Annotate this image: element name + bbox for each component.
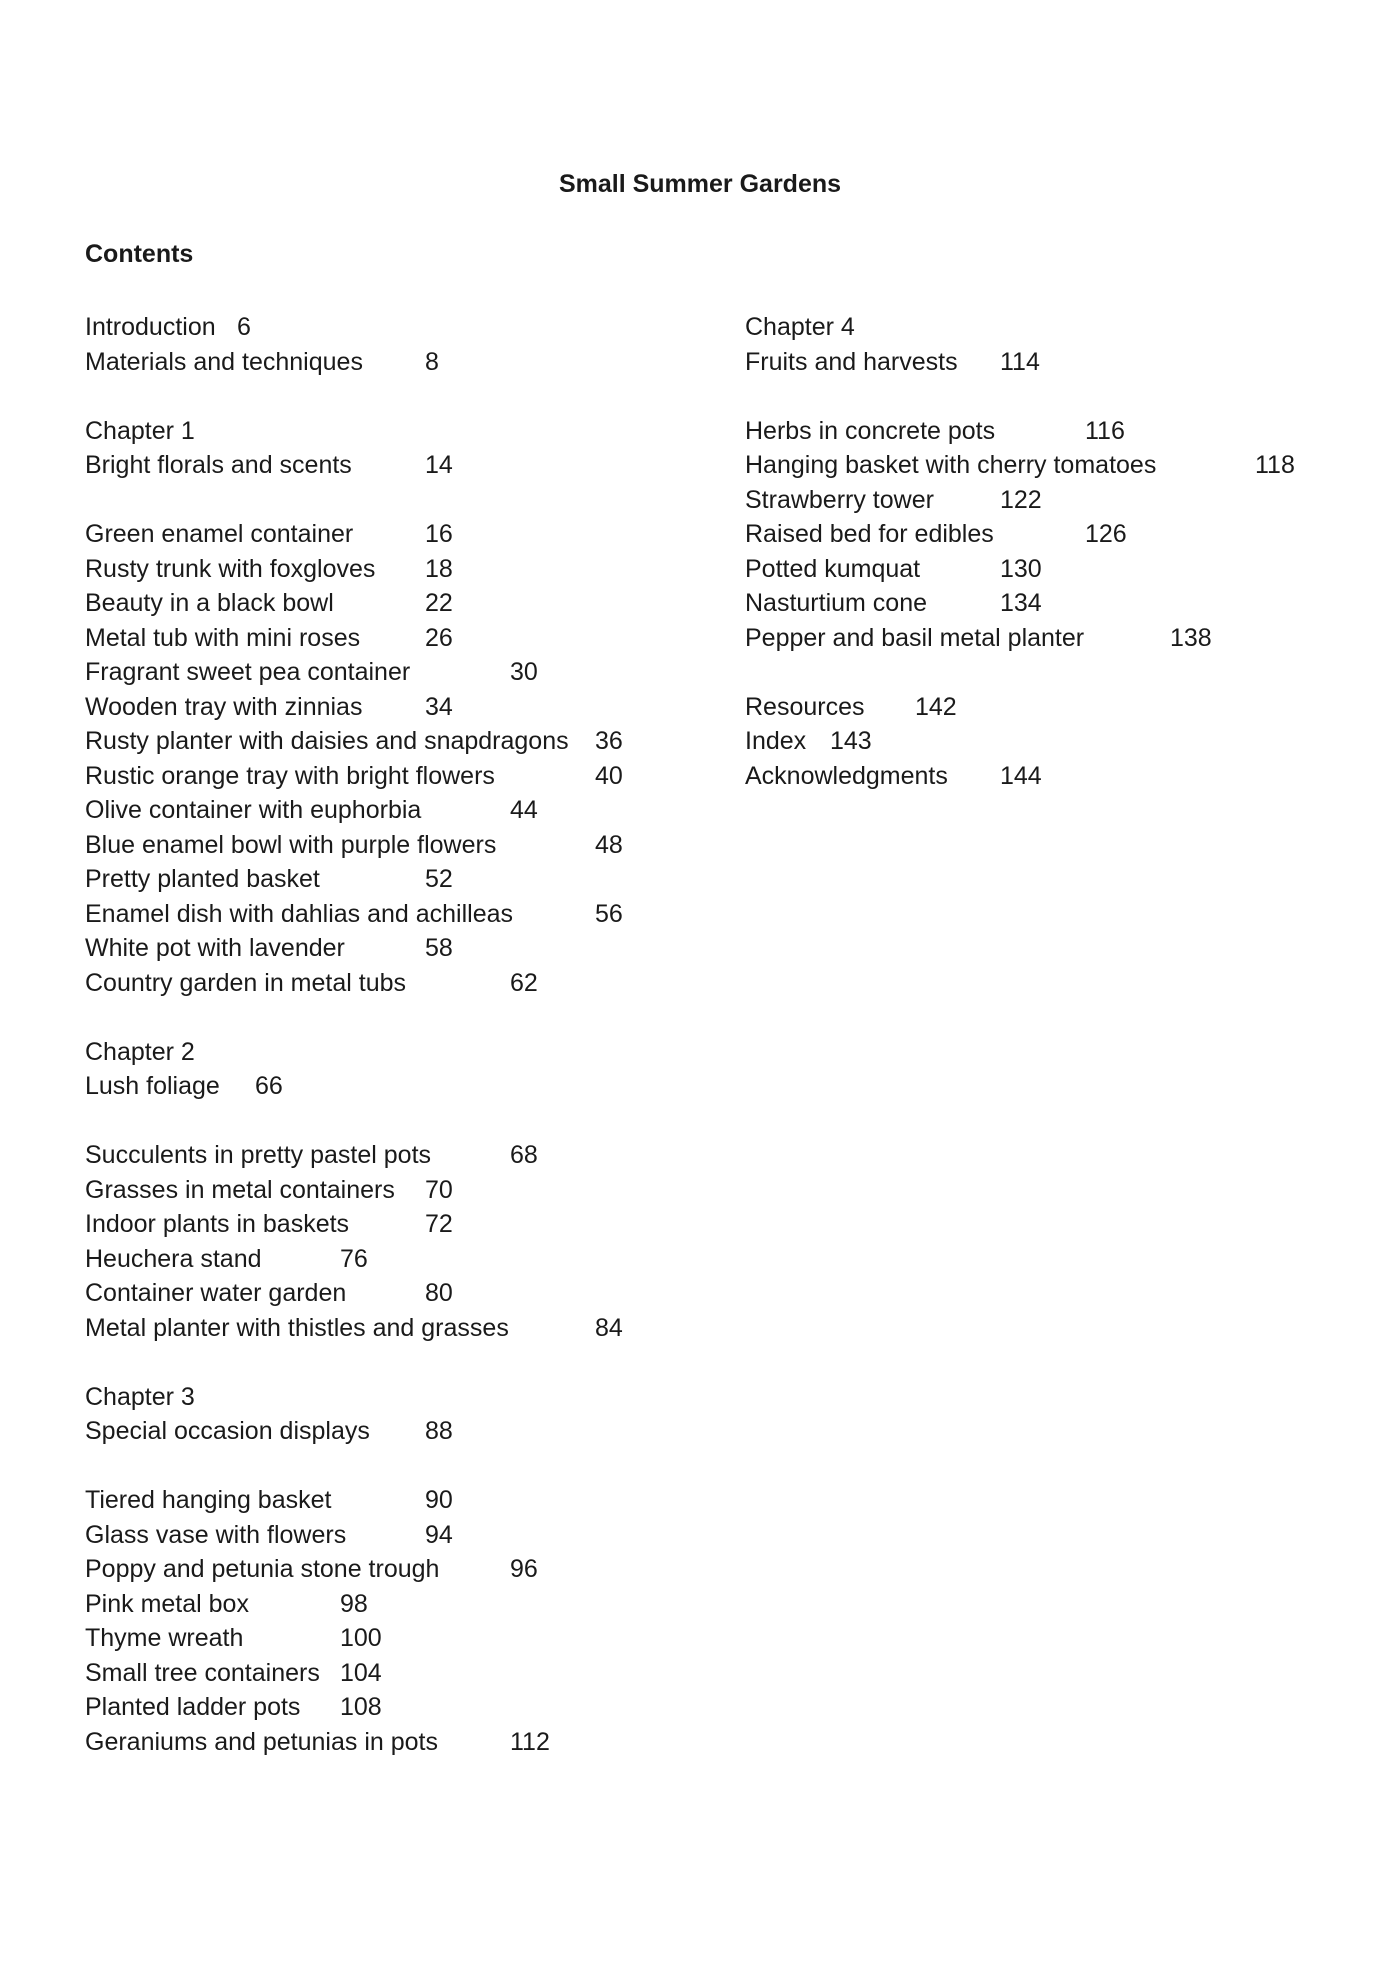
toc-entry <box>85 1552 705 1587</box>
toc-entry-label: Special occasion displays <box>85 1417 370 1445</box>
toc-entry-label: Rusty trunk with foxgloves <box>85 554 376 583</box>
toc-entry-page: 6 <box>237 313 251 341</box>
toc-entry <box>85 1242 705 1277</box>
toc-entry <box>85 1207 705 1242</box>
toc-entry-page: 56 <box>595 899 623 928</box>
toc-entry-page: 44 <box>510 796 538 824</box>
toc-entry-page: 16 <box>425 520 453 548</box>
toc-entry-label: Resources <box>745 692 865 721</box>
toc-entry <box>85 1725 705 1760</box>
book-title: Small Summer Gardens <box>558 170 842 198</box>
contents-heading: Contents <box>85 240 194 268</box>
toc-entry <box>85 793 705 828</box>
toc-entry <box>85 552 705 587</box>
toc-entry <box>745 448 1375 483</box>
toc-entry-label: Blue enamel bowl with purple flowers <box>85 830 497 859</box>
toc-entry-page: 114 <box>1000 347 1040 376</box>
toc-entry-page: 88 <box>425 1417 453 1445</box>
toc-entry-page: 98 <box>340 1589 368 1618</box>
toc-entry-page: 116 <box>1085 416 1125 445</box>
toc-entry-label: Planted ladder pots <box>85 1693 301 1721</box>
toc-entry-label: Olive container with euphorbia <box>85 796 422 824</box>
toc-entry-page: 68 <box>510 1141 538 1169</box>
toc-entry-page: 36 <box>595 727 623 755</box>
toc-entry-page: 104 <box>340 1658 382 1687</box>
toc-entry-label: Chapter 1 <box>85 416 195 445</box>
chapter-heading <box>745 310 1375 345</box>
toc-entry-label: Enamel dish with dahlias and achilleas <box>85 899 514 928</box>
toc-entry <box>85 1311 705 1346</box>
toc-entry-page: 138 <box>1170 623 1212 652</box>
toc-entry <box>85 897 705 932</box>
toc-entry <box>85 621 705 656</box>
toc-entry-label: Grasses in metal containers <box>85 1175 395 1204</box>
toc-entry <box>85 1587 705 1622</box>
toc-entry <box>85 759 705 794</box>
toc-entry <box>85 966 705 1001</box>
toc-entry-label: Rustic orange tray with bright flowers <box>85 761 495 790</box>
toc-entry-page: 66 <box>255 1072 283 1100</box>
toc-entry-page: 22 <box>425 589 453 617</box>
toc-entry-page: 18 <box>425 554 453 583</box>
toc-entry-label: Pink metal box <box>85 1589 249 1618</box>
toc-entry <box>85 448 705 483</box>
toc-entry-label: Lush foliage <box>85 1072 220 1100</box>
toc-entry-page: 30 <box>510 658 538 686</box>
toc-entry-label: Fruits and harvests <box>745 347 958 376</box>
chapter-heading <box>85 1380 705 1415</box>
toc-entry-label: Poppy and petunia stone trough <box>85 1555 440 1583</box>
toc-entry <box>85 862 705 897</box>
toc-entry-label: Container water garden <box>85 1279 347 1307</box>
toc-entry-label: Potted kumquat <box>745 554 921 583</box>
toc-entry-label: White pot with lavender <box>85 934 345 962</box>
toc-entry <box>85 1690 705 1725</box>
toc-entry-label: Rusty planter with daisies and snapdragons <box>85 727 569 755</box>
toc-entry-label: Country garden in metal tubs <box>85 968 407 997</box>
toc-entry <box>85 931 705 966</box>
toc-entry <box>745 414 1375 449</box>
toc-entry <box>85 1138 705 1173</box>
toc-entry-page: 70 <box>425 1175 453 1204</box>
toc-entry-page: 126 <box>1085 520 1127 548</box>
toc-entry-label: Heuchera stand <box>85 1244 262 1273</box>
toc-entry <box>85 690 705 725</box>
toc-entry <box>745 483 1375 518</box>
toc-entry-page: 26 <box>425 623 453 652</box>
toc-entry-label: Introduction <box>85 313 216 341</box>
toc-entry-page: 122 <box>1000 485 1042 514</box>
toc-entry <box>85 1414 705 1449</box>
toc-entry-page: 84 <box>595 1313 623 1342</box>
toc-entry-label: Thyme wreath <box>85 1624 244 1652</box>
toc-entry-label: Beauty in a black bowl <box>85 589 334 617</box>
toc-entry <box>85 1656 705 1691</box>
toc-entry <box>85 517 705 552</box>
toc-entry <box>745 724 1375 759</box>
toc-entry-page: 134 <box>1000 589 1042 617</box>
toc-entry-label: Nasturtium cone <box>745 589 928 617</box>
toc-entry-page: 142 <box>915 692 957 721</box>
toc-entry-page: 40 <box>595 761 623 790</box>
toc-entry <box>745 621 1375 656</box>
toc-entry-label: Hanging basket with cherry tomatoes <box>745 451 1157 479</box>
toc-entry-label: Succulents in pretty pastel pots <box>85 1141 432 1169</box>
toc-left-column <box>85 310 705 1759</box>
toc-entry-page: 144 <box>1000 761 1042 790</box>
toc-entry-page: 52 <box>425 865 453 893</box>
toc-entry-page: 48 <box>595 830 623 859</box>
toc-entry-page: 96 <box>510 1555 538 1583</box>
toc-entry-label: Herbs in concrete pots <box>745 416 996 445</box>
toc-entry-label: Acknowledgments <box>745 761 948 790</box>
toc-entry-page: 108 <box>340 1693 382 1721</box>
toc-entry-label: Small tree containers <box>85 1658 320 1687</box>
toc-entry-label: Indoor plants in baskets <box>85 1210 350 1238</box>
toc-entry-page: 14 <box>425 451 453 479</box>
toc-entry-page: 94 <box>425 1520 453 1549</box>
toc-entry-page: 143 <box>830 727 872 755</box>
toc-entry-label: Metal tub with mini roses <box>85 623 361 652</box>
toc-right-column <box>745 310 1375 793</box>
toc-entry-page: 62 <box>510 968 538 997</box>
toc-entry <box>85 724 705 759</box>
toc-entry-label: Chapter 4 <box>745 313 855 341</box>
toc-entry-label: Tiered hanging basket <box>85 1486 332 1514</box>
toc-entry <box>745 345 1375 380</box>
toc-entry-label: Fragrant sweet pea container <box>85 658 411 686</box>
toc-entry-label: Pretty planted basket <box>85 865 320 893</box>
toc-entry <box>85 1483 705 1518</box>
toc-entry <box>745 759 1375 794</box>
toc-entry <box>745 552 1375 587</box>
toc-entry-page: 76 <box>340 1244 368 1273</box>
toc-entry-label: Materials and techniques <box>85 347 363 376</box>
toc-entry <box>85 310 705 345</box>
toc-entry-label: Glass vase with flowers <box>85 1520 347 1549</box>
toc-entry-page: 80 <box>425 1279 453 1307</box>
toc-entry <box>745 586 1375 621</box>
toc-entry-label: Green enamel container <box>85 520 354 548</box>
toc-entry <box>85 655 705 690</box>
toc-entry-page: 112 <box>510 1727 550 1756</box>
toc-entry <box>85 1518 705 1553</box>
toc-entry-page: 72 <box>425 1210 453 1238</box>
toc-entry-label: Pepper and basil metal planter <box>745 623 1085 652</box>
toc-entry-page: 34 <box>425 692 453 721</box>
toc-entry-page: 8 <box>425 347 439 376</box>
toc-entry <box>85 1173 705 1208</box>
toc-entry-label: Raised bed for edibles <box>745 520 994 548</box>
toc-entry <box>85 1069 705 1104</box>
toc-entry-label: Chapter 3 <box>85 1382 195 1411</box>
toc-entry-page: 58 <box>425 934 453 962</box>
toc-entry-label: Wooden tray with zinnias <box>85 692 363 721</box>
toc-entry-label: Metal planter with thistles and grasses <box>85 1313 509 1342</box>
toc-entry-page: 100 <box>340 1624 382 1652</box>
toc-entry <box>745 517 1375 552</box>
chapter-heading <box>85 1035 705 1070</box>
chapter-heading <box>85 414 705 449</box>
toc-entry <box>85 586 705 621</box>
toc-entry-label: Bright florals and scents <box>85 451 352 479</box>
toc-entry <box>85 345 705 380</box>
toc-entry-page: 90 <box>425 1486 453 1514</box>
toc-entry <box>745 690 1375 725</box>
toc-entry <box>85 1621 705 1656</box>
toc-entry <box>85 828 705 863</box>
toc-entry-label: Geraniums and petunias in pots <box>85 1727 438 1756</box>
toc-entry-label: Chapter 2 <box>85 1037 195 1066</box>
toc-entry-label: Index <box>745 727 807 755</box>
toc-entry <box>85 1276 705 1311</box>
toc-entry-page: 130 <box>1000 554 1042 583</box>
toc-entry-page: 118 <box>1255 451 1295 479</box>
toc-entry-label: Strawberry tower <box>745 485 934 514</box>
